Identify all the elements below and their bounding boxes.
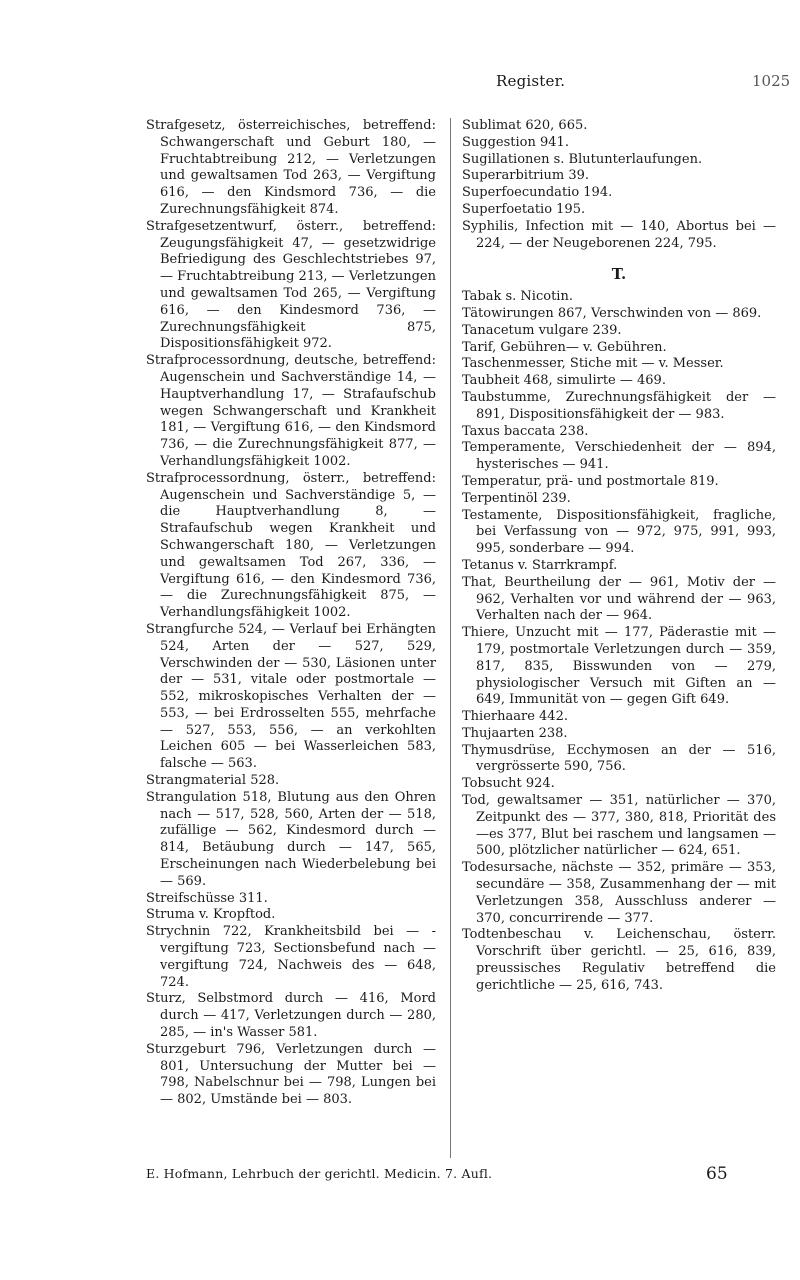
index-entry: Superfoetatio 195. (462, 201, 586, 217)
index-entry: Thymusdrüse, Ecchymosen an der — 516, vergrösserte 590, 756. (462, 742, 776, 775)
index-entry: Tod, gewaltsamer — 351, natürlicher — 370, Zeitpunkt des — 377, 380, 818, Priorität des —es 377, Blut bei raschem und langsamen — 500, plötzlicher natürlicher — 624, 651. (462, 793, 776, 859)
left-column (146, 118, 436, 1109)
index-entry: Strychnin 722, Krankheitsbild bei — -vergiftung 723, Sectionsbefund nach —vergiftung 724, Nachweis des — 648, 724. (146, 924, 436, 990)
index-entry: Taubstumme, Zurechnungsfähigkeit der — 891, Dispositionsfähigkeit der — 983. (462, 389, 776, 422)
index-entry: Tetanus v. Starrkrampf. (462, 557, 618, 573)
index-entry: Taschenmesser, Stiche mit — v. Messer. (462, 356, 724, 372)
section-letter-t: T. (611, 265, 627, 284)
index-entry: Tarif, Gebühren— v. Gebühren. (462, 339, 667, 355)
index-entry: Tätowirungen 867, Verschwinden von — 869. (462, 305, 762, 321)
index-entry: Taxus baccata 238. (462, 423, 589, 439)
column-divider (450, 118, 451, 1158)
index-entry: Syphilis, Infection mit — 140, Abortus bei — 224, — der Neugeborenen 224, 795. (462, 218, 776, 251)
index-entry: Terpentinöl 239. (462, 490, 571, 506)
book-credit: E. Hofmann, Lehrbuch der gerichtl. Medicin. 7. Aufl. (146, 1166, 493, 1181)
index-entry: Thujaarten 238. (462, 725, 568, 741)
index-entry: Strafgesetzentwurf, österr., betreffend: Zeugungsfähigkeit 47, — gesetzwidrige Befriedigung des Geschlechtstriebes 97, — Fruchtabtreibung 213, — Verletzungen und gewaltsamen Tod 265, — Vergiftung 616, — den Kindesmord 736, — Zurechnungsfähigkeit 875, Dispositionsfähigkeit 972. (146, 218, 436, 352)
index-entry: Superarbitrium 39. (462, 168, 590, 184)
page-number: 1025 (752, 72, 791, 90)
index-entry: Sturzgeburt 796, Verletzungen durch — 801, Untersuchung der Mutter bei — 798, Nabelschnur bei — 798, Lungen bei — 802, Umstände bei — 803. (146, 1041, 436, 1108)
index-entry: Thierhaare 442. (462, 709, 568, 725)
index-entry: Sublimat 620, 665. (462, 118, 588, 133)
index-entry: Tabak s. Nicotin. (462, 289, 573, 305)
index-entry: Testamente, Dispositionsfähigkeit, fragliche, bei Verfassung von — 972, 975, 991, 993, 995, sonderbare — 994. (462, 507, 776, 557)
index-entry: Streifschüsse 311. (146, 890, 268, 906)
index-entry: Strangfurche 524, — Verlauf bei Erhängten 524, Arten der — 527, 529, Verschwinden der — 530, Läsionen unter der — 531, vitale oder postmortale — 552, mikroskopisches Verhalten der — 553, — bei Erdrosselten 555, mehrfache — 527, 553, 556, — an verkohlten Leichen 605 — bei Wasserleichen 583, falsche — 563. (146, 621, 436, 772)
index-entry: Tobsucht 924. (462, 776, 555, 792)
index-columns (146, 118, 776, 1158)
page-footer (146, 1166, 776, 1186)
index-entry: Suggestion 941. (462, 134, 569, 150)
index-entry: Taubheit 468, simulirte — 469. (462, 373, 666, 389)
index-entry: Temperamente, Verschiedenheit der — 894, hysterisches — 941. (462, 440, 776, 473)
index-entry: Superfoecundatio 194. (462, 185, 613, 201)
sheet-number: 65 (706, 1164, 728, 1184)
index-entry: Todtenbeschau v. Leichenschau, österr. Vorschrift über gerichtl. — 25, 616, 839, preussisches Regulativ betreffend die gerichtliche — 25, 616, 743. (462, 927, 776, 993)
page-header (0, 72, 800, 94)
right-column (462, 118, 776, 995)
index-entry: Strafgesetz, österreichisches, betreffend: Schwangerschaft und Geburt 180, — Fruchtabtreibung 212, — Verletzungen und gewaltsamen Tod 263, — Vergiftung 616, — den Kindsmord 736, — die Zurechnungsfähigkeit 874. (146, 118, 436, 217)
index-entry: Thiere, Unzucht mit — 177, Päderastie mit — 179, postmortale Verletzungen durch — 359, 817, 835, Bisswunden von — 279, physiologischer Versuch mit Giften an — 649, Immunität von — gegen Gift 649. (462, 625, 776, 708)
index-entry: That, Beurtheilung der — 961, Motiv der — 962, Verhalten vor und während der — 963, Verhalten nach der — 964. (462, 574, 776, 624)
index-entry: Strafprocessordnung, deutsche, betreffend: Augenschein und Sachverständige 14, — Hauptverhandlung 17, — Strafaufschub wegen Schwangerschaft und Krankheit 181, — Vergiftung 616, — den Kindsmord 736, — die Zurechnungsfähigkeit 877, — Verhandlungsfähigkeit 1002. (146, 353, 436, 469)
index-entry: Strangmaterial 528. (146, 773, 280, 789)
index-entry: Tanacetum vulgare 239. (462, 322, 622, 338)
index-entry: Strafprocessordnung, österr., betreffend: Augenschein und Sachverständige 5, — die Hauptverhandlung 8, — Strafaufschub wegen Krankheit und Schwangerschaft 180, — Verletzungen und gewaltsamen Tod 267, 336, — Vergiftung 616, — den Kindesmord 736, — die Zurechnungsfähigkeit 875, — Verhandlungsfähigkeit 1002. (146, 470, 436, 621)
index-entry: Temperatur, prä- und postmortale 819. (462, 473, 719, 489)
index-entry: Todesursache, nächste — 352, primäre — 353, secundäre — 358, Zusammenhang der — mit Verletzungen 358, Ausschluss anderer — 370, concurrirende — 377. (462, 860, 776, 926)
running-title: Register. (496, 72, 566, 90)
index-entry: Sturz, Selbstmord durch — 416, Mord durch — 417, Verletzungen durch — 280, 285, — in's Wasser 581. (146, 991, 436, 1041)
index-entry: Sugillationen s. Blutunterlaufungen. (462, 151, 703, 167)
index-entry: Struma v. Kropftod. (146, 907, 276, 923)
index-entry: Strangulation 518, Blutung aus den Ohren nach — 517, 528, 560, Arten der — 518, zufällige — 562, Kindesmord durch — 814, Betäubung durch — 147, 565, Erscheinungen nach Wiederbelebung bei — 569. (146, 789, 436, 889)
